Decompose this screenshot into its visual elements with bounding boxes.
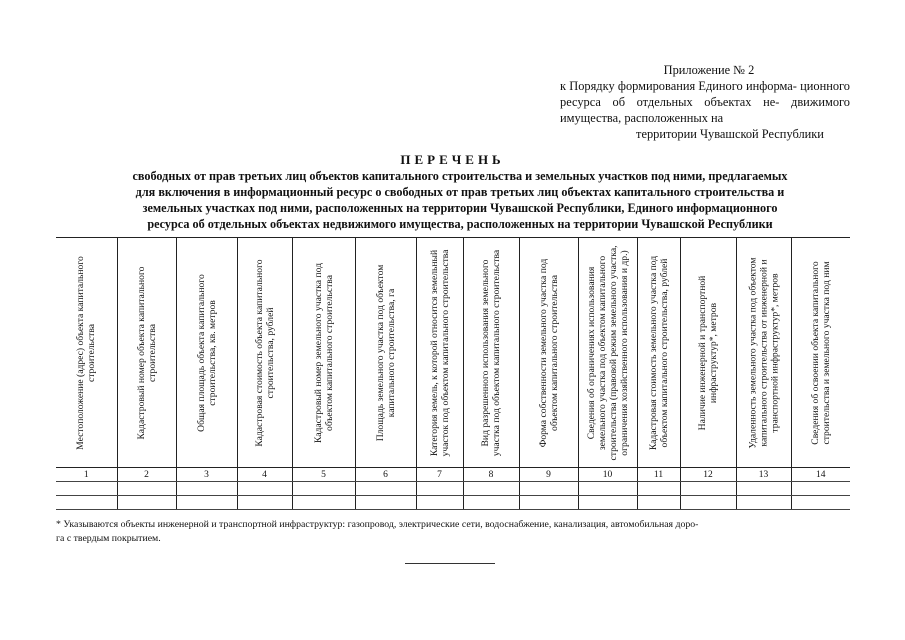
column-header (117, 238, 176, 468)
table-cell (463, 482, 519, 496)
table-cell (578, 482, 637, 496)
column-number: 10 (578, 468, 637, 482)
column-number: 7 (416, 468, 463, 482)
table-cell (680, 482, 736, 496)
table-cell (463, 496, 519, 510)
column-header (736, 238, 791, 468)
table-cell (519, 496, 578, 510)
column-number: 6 (355, 468, 416, 482)
table-cell (736, 482, 791, 496)
column-header (176, 238, 237, 468)
table-cell (416, 496, 463, 510)
column-number: 13 (736, 468, 791, 482)
table-cell (176, 496, 237, 510)
table-cell (680, 496, 736, 510)
column-number: 12 (680, 468, 736, 482)
table-cell (117, 496, 176, 510)
column-header (680, 238, 736, 468)
column-number: 4 (237, 468, 292, 482)
table-cell (791, 482, 850, 496)
appendix-note (560, 62, 850, 142)
appendix-line: территории Чувашской Республики (636, 127, 824, 141)
column-number: 14 (791, 468, 850, 482)
column-header-label: Вид разрешенного использования земельного участка под объектом капитального строительства (480, 249, 502, 456)
column-header-label: Сведения об освоении объекта капитального строительства и земельного участка под ним (809, 260, 832, 445)
column-header-label: Сведения об ограничениях использования земельного участка под объектом капитального строительства (правовой режим земельного участка, ограничения хозяйственного использования и др.) (585, 244, 630, 460)
table-cell (117, 482, 176, 496)
table-cell (56, 482, 117, 496)
column-header (56, 238, 117, 468)
column-header-label: Местоположение (адрес) объекта капитального строительства (75, 255, 98, 450)
column-header (292, 238, 355, 468)
table-cell (292, 482, 355, 496)
table-cell (637, 482, 680, 496)
table-cell (292, 496, 355, 510)
column-number: 11 (637, 468, 680, 482)
column-header (519, 238, 578, 468)
footnote-line: га с твердым покрытием. (56, 533, 161, 544)
column-header-label: Наличие инженерной и транспортной инфраструктур*, метров (697, 275, 719, 430)
end-divider (405, 563, 495, 564)
column-header-label: Форма собственности земельного участка под объектом капитального строительства (537, 258, 560, 447)
footnote-line: * Указываются объекты инженерной и транспортной инфраструктур: газопровод, электрические сети, водоснабжение, канализация, автомобильная доро- (56, 519, 699, 530)
appendix-line: ционного ресурса об отдельных объектах не- (560, 79, 850, 109)
column-header-label: Кадастровая стоимость объекта капитального строительства, рублей (253, 258, 276, 447)
appendix-title: Приложение № 2 (663, 63, 755, 77)
table-cell (416, 482, 463, 496)
table-cell (56, 496, 117, 510)
appendix-line: к Порядку формирования Единого информа- (560, 79, 797, 93)
table-cell (237, 496, 292, 510)
column-header (463, 238, 519, 468)
column-number: 9 (519, 468, 578, 482)
column-number: 5 (292, 468, 355, 482)
table-cell (736, 496, 791, 510)
column-number: 8 (463, 468, 519, 482)
footnote (56, 518, 850, 546)
column-header-label: Удаленность земельного участка под объектом капитального строительства от инженерной и транспортной инфраструктур*, метров (747, 257, 780, 448)
table-cell (355, 482, 416, 496)
column-header (416, 238, 463, 468)
column-header (237, 238, 292, 468)
table-cell (578, 496, 637, 510)
table-cell (791, 496, 850, 510)
column-header-label: Общая площадь объекта капитального строительства, кв. метров (195, 273, 218, 432)
table-cell (637, 496, 680, 510)
document-title: ПЕРЕЧЕНЬ (400, 152, 505, 167)
table-cell (176, 482, 237, 496)
column-header-label: Кадастровая стоимость земельного участка под объектом капитального строительства, рублей (647, 255, 670, 450)
column-number: 2 (117, 468, 176, 482)
table-row (56, 496, 850, 510)
appendix-line: движимого имущества, расположенных на (560, 95, 850, 125)
column-header (637, 238, 680, 468)
column-header (791, 238, 850, 468)
subtitle-line: свободных от прав третьих лиц объектов капитального строительства и земельных участков под ними, предлагаемых (132, 169, 788, 183)
subtitle-line: земельных участках под ними, расположенных на территории Чувашской Республики, Единого информационного (142, 201, 778, 215)
column-header (578, 238, 637, 468)
column-header-label: Кадастровый номер объекта капитального строительства (135, 266, 158, 439)
column-header-label: Кадастровый номер земельного участка под объектом капитального строительства (312, 262, 335, 443)
table-cell (237, 482, 292, 496)
subtitle-line: для включения в информационный ресурс о свободных от прав третьих лиц объектах капитального строительства и (135, 185, 785, 199)
list-table (56, 237, 850, 510)
column-header-label: Категория земель, к которой относится земельный участок под объектом капитального строительства (428, 249, 451, 456)
column-number: 1 (56, 468, 117, 482)
column-number-row (56, 468, 850, 482)
table-cell (355, 496, 416, 510)
document-subtitle (70, 168, 850, 232)
table-header-row (56, 238, 850, 468)
table-row (56, 482, 850, 496)
column-header-label: Площадь земельного участка под объектом капитального строительства, га (374, 264, 397, 441)
table-cell (519, 482, 578, 496)
column-header (355, 238, 416, 468)
column-number: 3 (176, 468, 237, 482)
subtitle-line: ресурса об отдельных объектах недвижимого имущества, расположенных на территории Чувашской Республики (147, 217, 773, 231)
